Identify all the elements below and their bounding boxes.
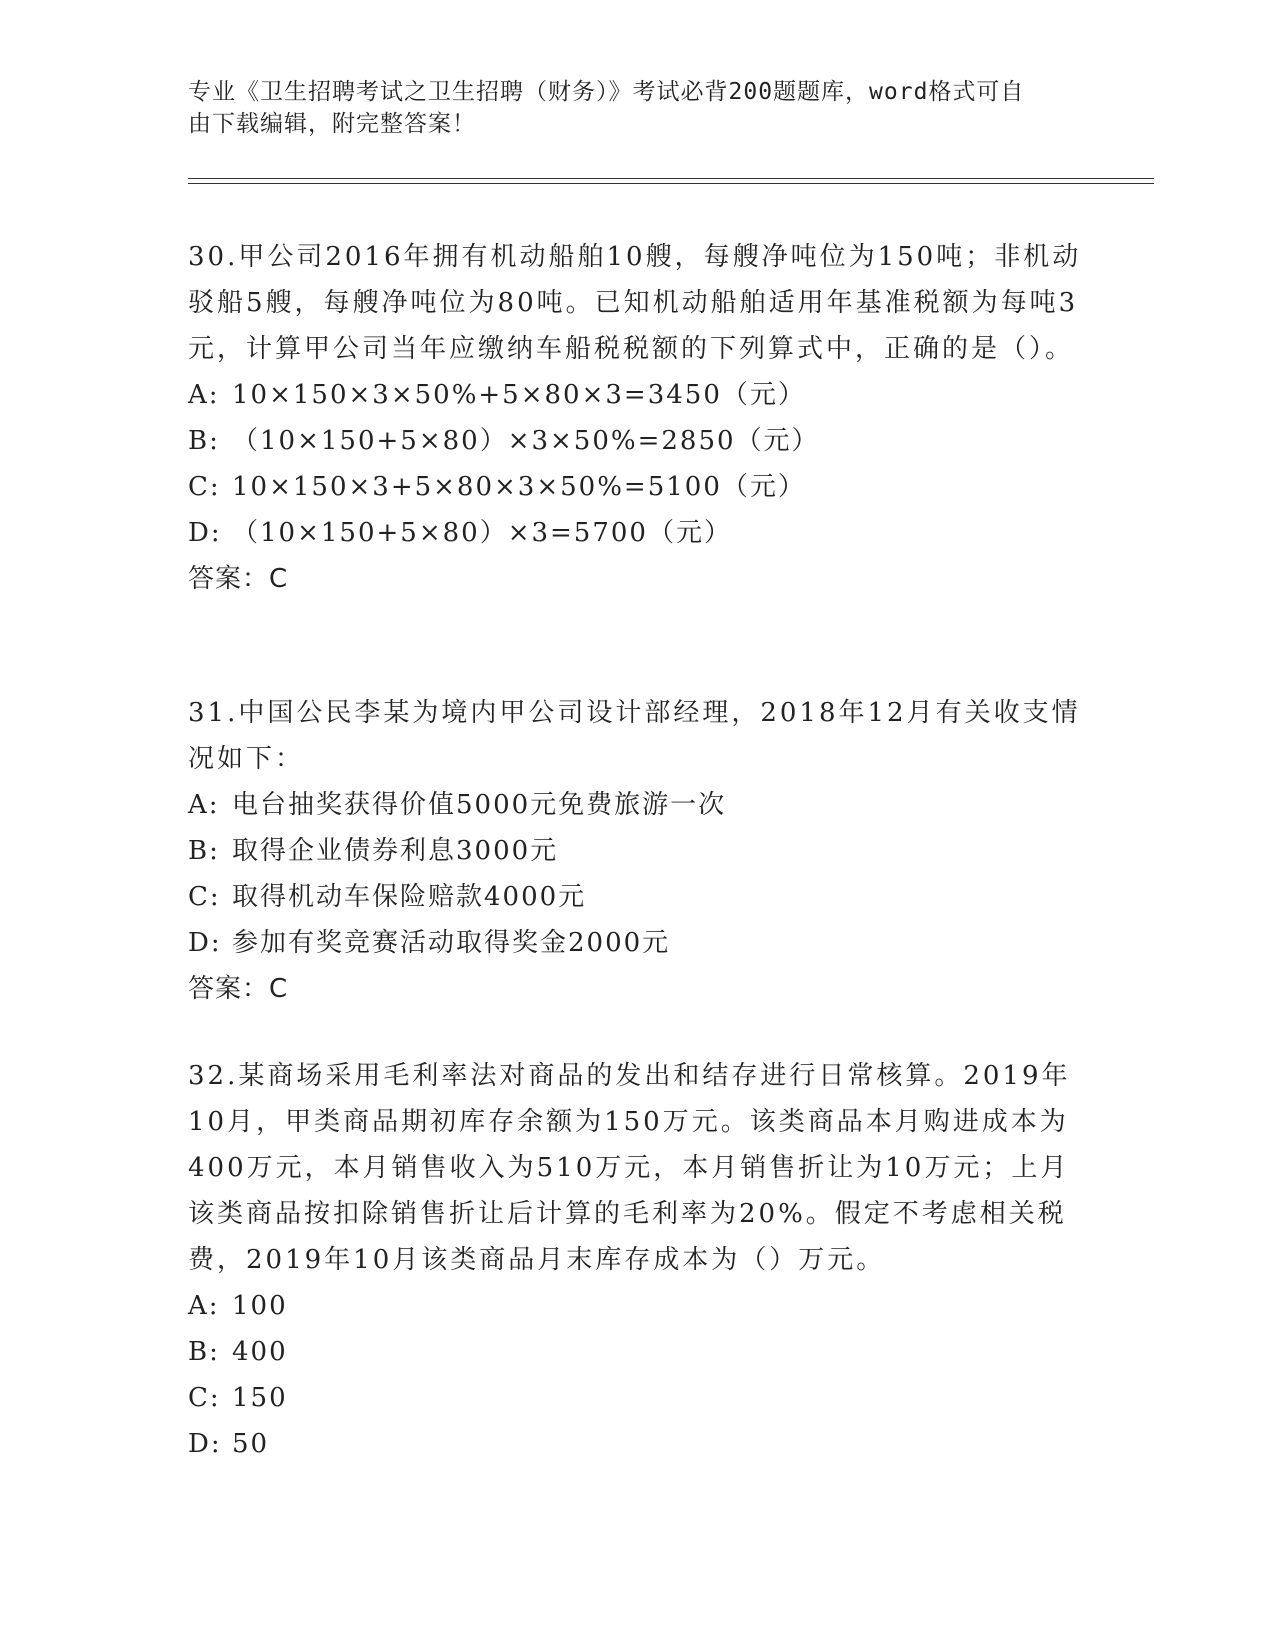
option-text: 50 <box>232 1429 270 1459</box>
option-text: 400 <box>232 1337 288 1367</box>
option-text: 10×150×3×50%+5×80×3=3450（元） <box>232 380 806 410</box>
option-c <box>188 1375 1088 1421</box>
header-line-1: 专业《卫生招聘考试之卫生招聘（财务）》考试必背200题题库，word格式可自 <box>188 79 1025 105</box>
header-divider-bottom <box>188 183 1154 184</box>
option-letter: C: <box>188 1383 221 1413</box>
option-letter: C: <box>188 472 221 502</box>
header-line-2: 由下载编辑，附完整答案！ <box>188 111 476 137</box>
option-c <box>188 874 1088 920</box>
option-letter: A: <box>188 1291 220 1321</box>
option-text: 10×150×3+5×80×3×50%=5100（元） <box>232 472 806 502</box>
question-31 <box>188 690 1088 1012</box>
question-30 <box>188 234 1088 602</box>
option-letter: C: <box>188 882 221 912</box>
option-text: 电台抽奖获得价值5000元免费旅游一次 <box>232 790 727 820</box>
option-d <box>188 1421 1088 1467</box>
option-letter: B: <box>188 426 220 456</box>
option-text: 100 <box>232 1291 288 1321</box>
question-stem: 30.甲公司2016年拥有机动船舶10艘，每艘净吨位为150吨；非机动驳船5艘，每艘净吨位为80吨。已知机动船舶适用年基准税额为每吨3元，计算甲公司当年应缴纳车船税税额的下列算式中，正确的是（）。 <box>188 242 1082 364</box>
answer: 答案：C <box>188 564 289 594</box>
option-b <box>188 418 1088 464</box>
option-d <box>188 510 1088 556</box>
option-text: （10×150+5×80）×3=5700（元） <box>232 518 732 548</box>
option-letter: A: <box>188 790 220 820</box>
option-text: 150 <box>232 1383 288 1413</box>
question-32 <box>188 1053 1088 1467</box>
option-b <box>188 828 1088 874</box>
option-b <box>188 1329 1088 1375</box>
header-divider-top <box>188 178 1154 179</box>
option-text: 参加有奖竞赛活动取得奖金2000元 <box>232 928 671 958</box>
answer: 答案：C <box>188 974 289 1004</box>
option-a <box>188 782 1088 828</box>
option-letter: D: <box>188 928 222 958</box>
option-letter: A: <box>188 380 220 410</box>
option-letter: D: <box>188 518 222 548</box>
question-stem: 31.中国公民李某为境内甲公司设计部经理，2018年12月有关收支情况如下： <box>188 698 1081 774</box>
option-text: 取得机动车保险赔款4000元 <box>232 882 587 912</box>
option-text: 取得企业债券利息3000元 <box>232 836 559 866</box>
document-header <box>188 76 1088 140</box>
question-stem: 32.某商场采用毛利率法对商品的发出和结存进行日常核算。2019年10月，甲类商品期初库存余额为150万元。该类商品本月购进成本为400万元，本月销售收入为510万元，本月销售折让为10万元；上月该类商品按扣除销售折让后计算的毛利率为20%。假定不考虑相关税费，2019年10月该类商品月末库存成本为（）万元。 <box>188 1061 1071 1275</box>
option-a <box>188 372 1088 418</box>
option-letter: B: <box>188 836 220 866</box>
option-letter: D: <box>188 1429 222 1459</box>
option-letter: B: <box>188 1337 220 1367</box>
option-a <box>188 1283 1088 1329</box>
option-c <box>188 464 1088 510</box>
option-text: （10×150+5×80）×3×50%=2850（元） <box>232 426 820 456</box>
option-d <box>188 920 1088 966</box>
